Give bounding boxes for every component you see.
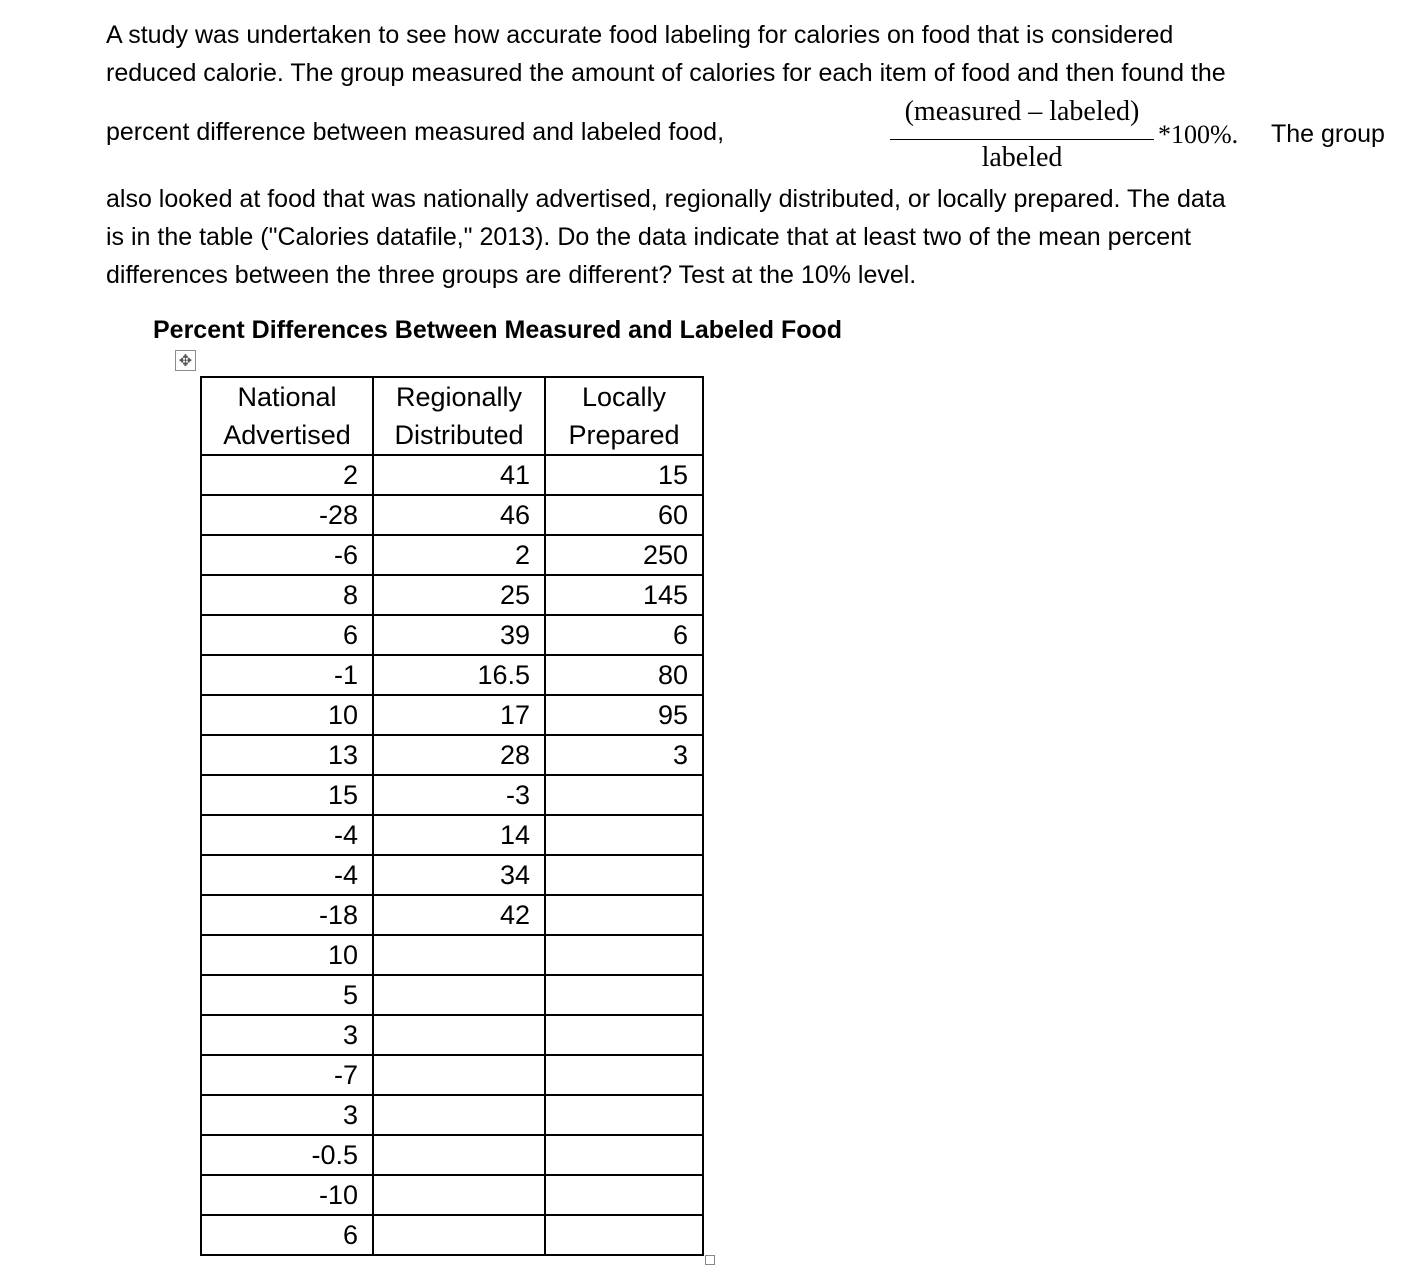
table-cell [545,1215,703,1255]
table-row [201,535,703,575]
table-cell: -3 [373,775,545,815]
header-regionally-distributed [373,377,545,455]
table-row [201,695,703,735]
table-cell [545,775,703,815]
table-cell: 46 [373,495,545,535]
fraction-bar [890,139,1154,140]
table-cell [545,1135,703,1175]
table-cell [545,1055,703,1095]
header-locally-prepared [545,377,703,455]
paragraph-2-line-1: also looked at food that was nationally advertised, regionally distributed, or locally prepared. The data [106,185,1226,213]
problem-paragraph-2 [106,180,1346,294]
formula-line [106,96,1385,176]
table-row [201,1135,703,1175]
table-cell: 16.5 [373,655,545,695]
paragraph-1-line-1: A study was undertaken to see how accurate food labeling for calories on food that is considered [106,21,1174,49]
table-cell: 2 [373,535,545,575]
table-cell [373,935,545,975]
table-cell: 15 [545,455,703,495]
table-cell: -28 [201,495,373,535]
table-cell: -7 [201,1055,373,1095]
table-header-row [201,377,703,455]
header-national-advertised [201,377,373,455]
table-cell: 13 [201,735,373,775]
table-cell: 5 [201,975,373,1015]
table-cell [373,1055,545,1095]
table-row [201,855,703,895]
table-cell: 250 [545,535,703,575]
table-cell [373,975,545,1015]
table-row [201,1215,703,1255]
table-cell: 15 [201,775,373,815]
table-row [201,935,703,975]
table-cell: 2 [201,455,373,495]
table-cell [545,1095,703,1135]
table-cell: 3 [201,1095,373,1135]
table-cell: 3 [545,735,703,775]
table-row [201,615,703,655]
table-cell: 3 [201,1015,373,1055]
table-cell [545,1175,703,1215]
table-cell: 10 [201,935,373,975]
table-cell [545,855,703,895]
table-cell: 14 [373,815,545,855]
table-cell: 10 [201,695,373,735]
table-row [201,1175,703,1215]
table-cell: 25 [373,575,545,615]
percent-differences-table [200,376,704,1256]
paragraph-1-line-2: reduced calorie. The group measured the amount of calories for each item of food and then found the [106,59,1226,87]
table-cell: 80 [545,655,703,695]
header-line: Prepared [568,420,680,450]
table-cell [545,1015,703,1055]
table-cell: 17 [373,695,545,735]
header-line: Regionally [395,382,523,412]
table-row [201,655,703,695]
table-cell [545,935,703,975]
table-cell: 60 [545,495,703,535]
problem-paragraph-1 [106,16,1346,92]
table-cell [373,1175,545,1215]
table-cell [545,815,703,855]
fraction-numerator: (measured – labeled) [904,96,1140,127]
header-line: Distributed [394,420,524,450]
table-cell: -4 [201,855,373,895]
table-row [201,1055,703,1095]
table-cell: -6 [201,535,373,575]
table-cell: -18 [201,895,373,935]
table-cell [545,895,703,935]
table-cell [545,975,703,1015]
formula-multiplier: *100%. [1158,120,1239,149]
formula-line-prefix: percent difference between measured and labeled food, [106,118,725,146]
table-cell: 41 [373,455,545,495]
table-title: Percent Differences Between Measured and Labeled Food [153,316,843,344]
table-cell [373,1095,545,1135]
header-line: National [237,382,337,412]
table-cell: -0.5 [201,1135,373,1175]
table-row [201,495,703,535]
table-row [201,895,703,935]
table-cell: 6 [545,615,703,655]
formula-line-suffix: The group [1271,120,1385,148]
table-row [201,775,703,815]
table-cell [373,1215,545,1255]
table-cell [373,1015,545,1055]
header-line: Locally [581,382,667,412]
table-cell: 6 [201,615,373,655]
table-row [201,975,703,1015]
table-cell: -4 [201,815,373,855]
table-cell: 6 [201,1215,373,1255]
table-resize-handle[interactable] [705,1255,715,1265]
table-cell: 34 [373,855,545,895]
table-cell [373,1135,545,1175]
table-cell: 95 [545,695,703,735]
paragraph-2-line-2: is in the table ("Calories datafile," 2013). Do the data indicate that at least two of the mean percent [106,223,1192,251]
table-row [201,1015,703,1055]
table-cell: -1 [201,655,373,695]
table-row [201,1095,703,1135]
table-row [201,815,703,855]
fraction-denominator: labeled [981,142,1063,173]
table-cell: 8 [201,575,373,615]
table-row [201,455,703,495]
table-cell: -10 [201,1175,373,1215]
table-cell: 145 [545,575,703,615]
paragraph-2-line-3: differences between the three groups are different? Test at the 10% level. [106,261,917,289]
move-icon[interactable]: ✥ [175,350,196,371]
table-cell: 28 [373,735,545,775]
table-cell: 42 [373,895,545,935]
header-line: Advertised [223,420,351,450]
table-row [201,735,703,775]
table-cell: 39 [373,615,545,655]
table-row [201,575,703,615]
